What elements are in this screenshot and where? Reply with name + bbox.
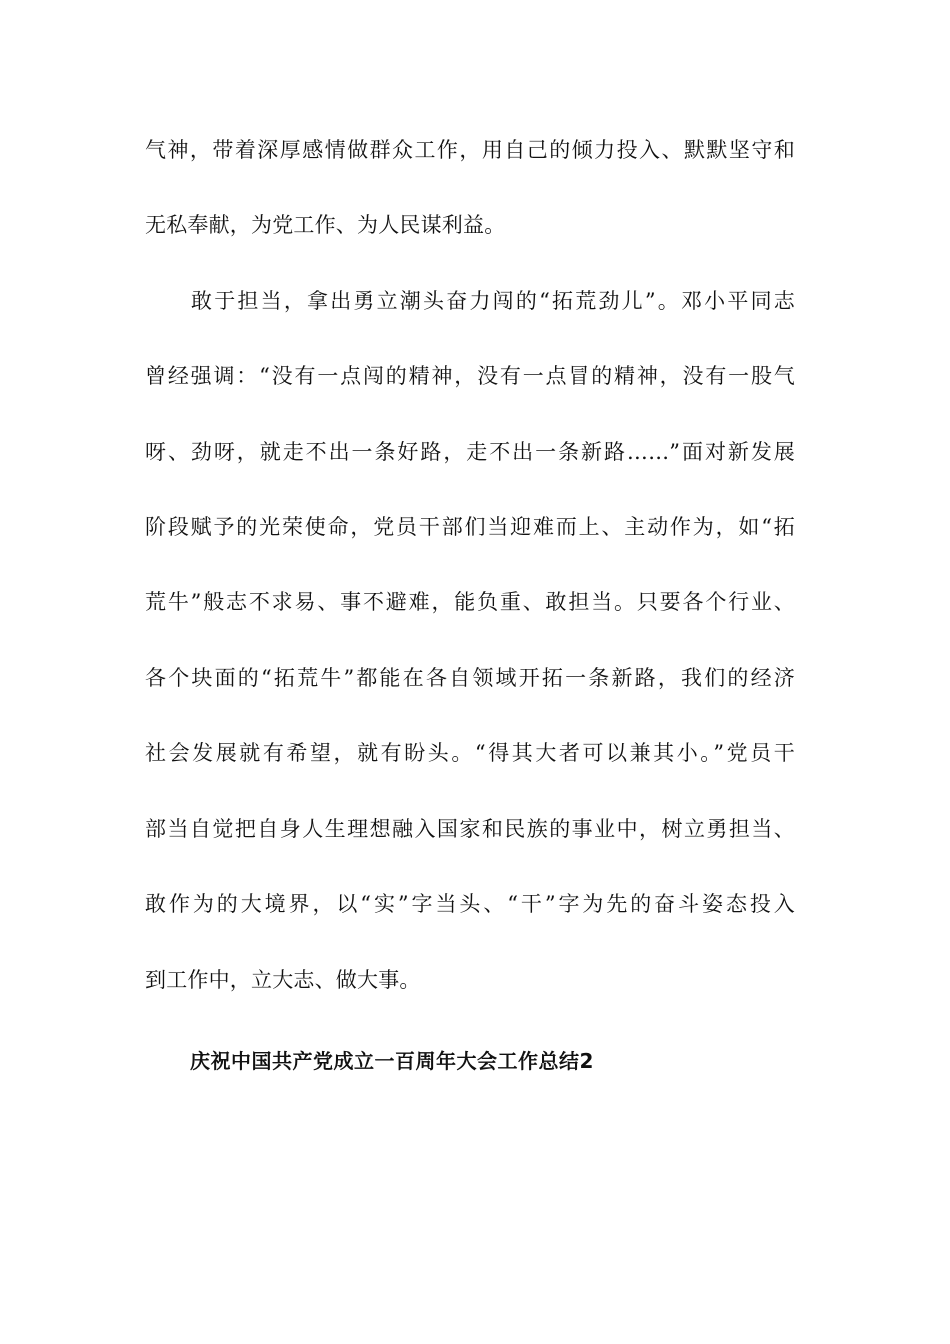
paragraph-line: 部当自觉把自身人生理想融入国家和民族的事业中，树立勇担当、 <box>145 817 795 841</box>
section-heading: 庆祝中国共产党成立一百周年大会工作总结2 <box>190 1049 594 1073</box>
paragraph-line: 敢于担当，拿出勇立潮头奋力闯的“拓荒劲儿”。邓小平同志 <box>191 289 795 313</box>
paragraph-line: 无私奉献，为党工作、为人民谋利益。 <box>145 213 506 237</box>
paragraph-line: 气神，带着深厚感情做群众工作，用自己的倾力投入、默默坚守和 <box>145 138 795 162</box>
paragraph-line: 各个块面的“拓荒牛”都能在各自领域开拓一条新路，我们的经济 <box>145 666 795 690</box>
paragraph-line: 阶段赋予的光荣使命，党员干部们当迎难而上、主动作为，如“拓 <box>145 515 795 539</box>
paragraph-line: 到工作中，立大志、做大事。 <box>145 968 421 992</box>
paragraph-line: 曾经强调：“没有一点闯的精神，没有一点冒的精神，没有一股气 <box>145 364 795 388</box>
paragraph-line: 敢作为的大境界，以“实”字当头、“干”字为先的奋斗姿态投入 <box>145 892 795 916</box>
paragraph-line: 社会发展就有希望，就有盼头。“得其大者可以兼其小。”党员干 <box>145 741 795 765</box>
paragraph-line: 荒牛”般志不求易、事不避难，能负重、敢担当。只要各个行业、 <box>145 590 795 614</box>
paragraph-line: 呀、劲呀，就走不出一条好路，走不出一条新路……”面对新发展 <box>145 440 795 464</box>
